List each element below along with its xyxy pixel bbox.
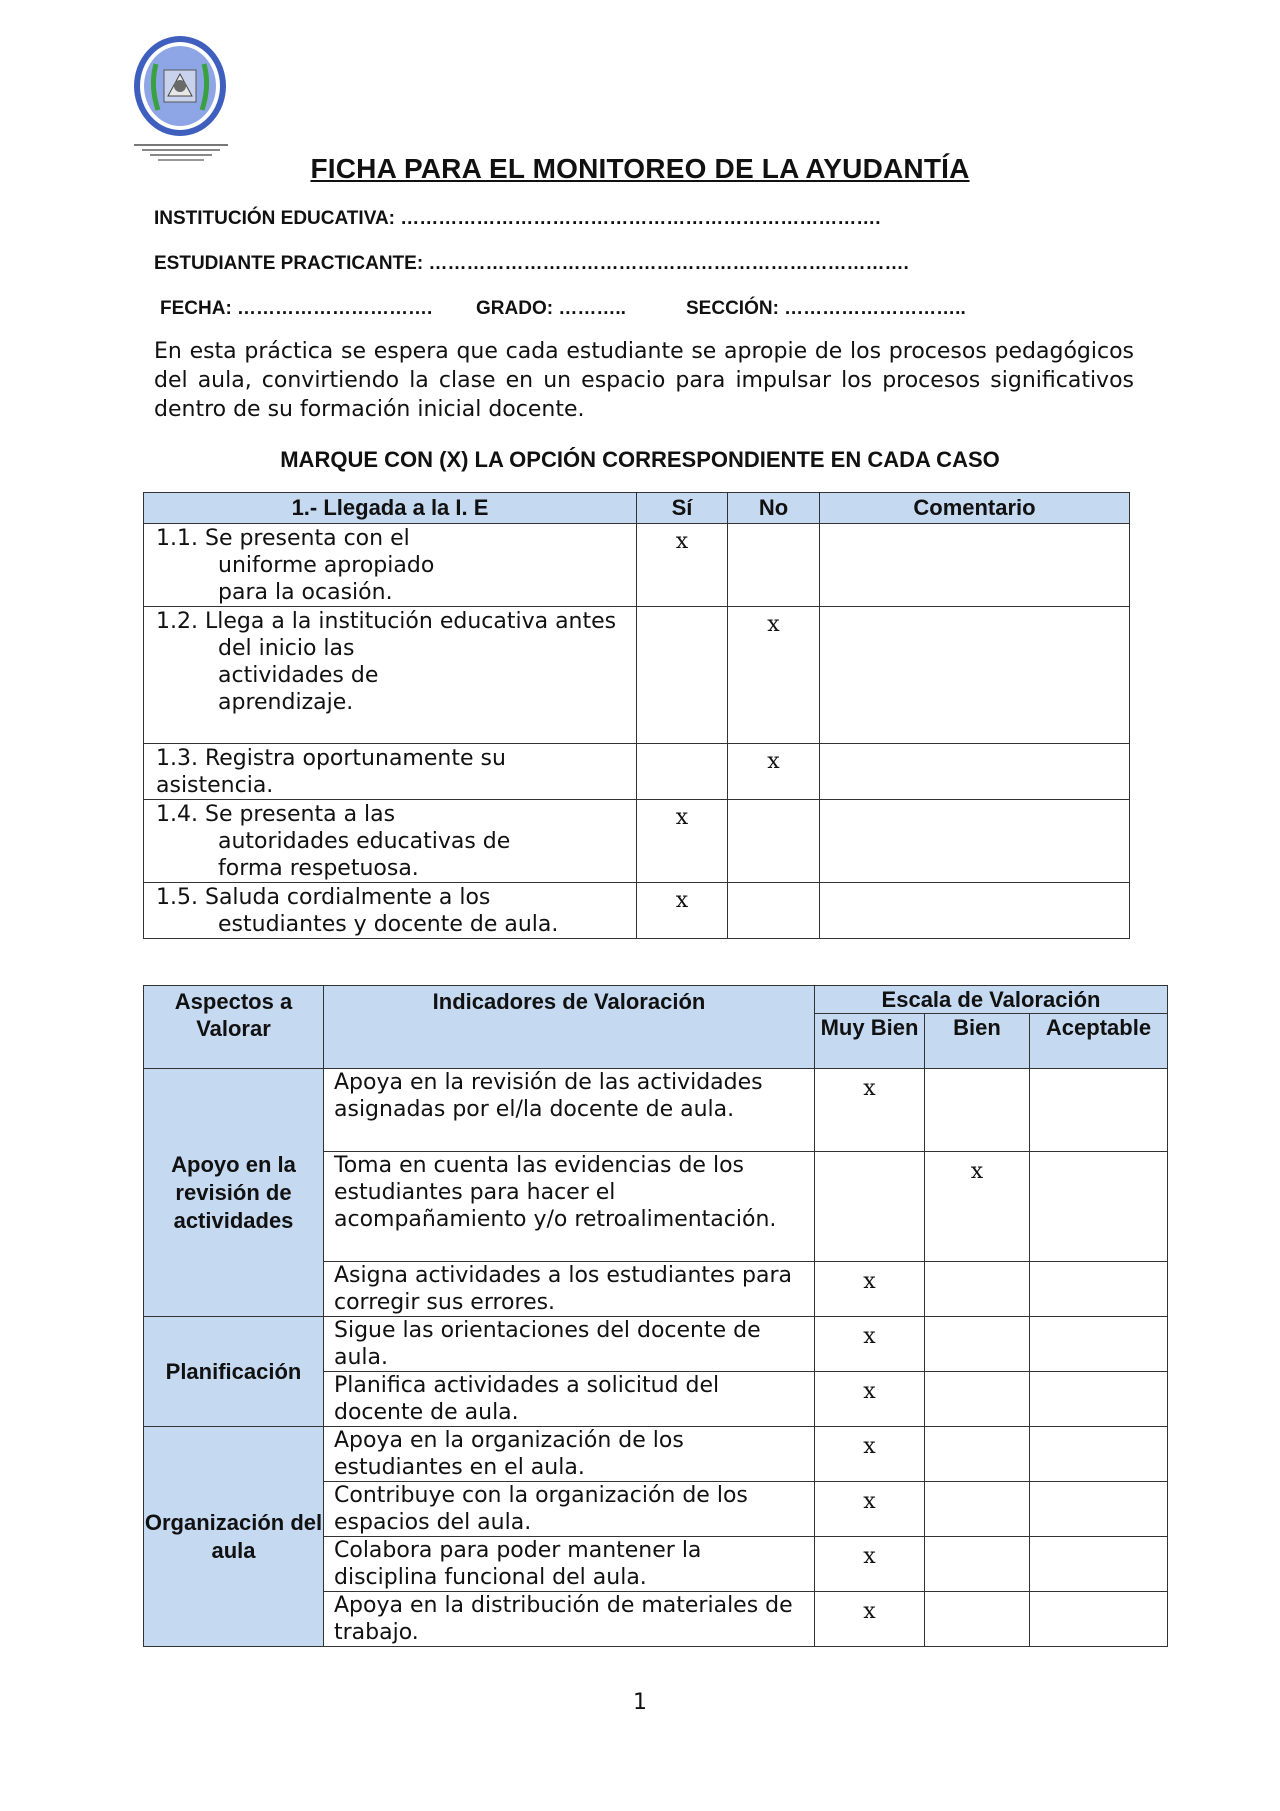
institution-logo [128, 34, 234, 170]
no-checkbox-cell[interactable] [728, 524, 820, 607]
bien-checkbox-cell[interactable] [925, 1069, 1030, 1152]
question-text: del inicio las [218, 636, 355, 661]
question-text: autoridades educativas de [218, 829, 511, 854]
question-cell [144, 744, 637, 800]
table-header-row [144, 493, 1130, 524]
indicator-text: Planifica actividades a solicitud del docente de aula. [324, 1372, 815, 1427]
bien-checkbox-cell[interactable] [925, 1372, 1030, 1427]
no-checkbox-cell[interactable]: x [728, 607, 820, 744]
question-text: Se presenta a las [197, 802, 396, 827]
si-checkbox-cell[interactable]: x [637, 800, 728, 883]
si-checkbox-cell[interactable] [637, 744, 728, 800]
header-bien: Bien [925, 1014, 1030, 1069]
estudiante-field: ESTUDIANTE PRACTICANTE: …………………………………………………………………. [154, 253, 909, 274]
header-no: No [728, 493, 820, 524]
llegada-table [143, 492, 1130, 939]
valoracion-table [143, 985, 1168, 1647]
indicator-text: Toma en cuenta las evidencias de los estudiantes para hacer el acompañamiento y/o retroalimentación. [324, 1152, 815, 1262]
question-number: 1.1. [156, 526, 198, 551]
aceptable-checkbox-cell[interactable] [1030, 1537, 1168, 1592]
comentario-cell[interactable] [820, 883, 1130, 939]
question-text: Llega a la institución educativa antes [197, 609, 617, 634]
no-checkbox-cell[interactable]: x [728, 744, 820, 800]
table-row [144, 883, 1130, 939]
question-text: Registra oportunamente su asistencia. [156, 746, 506, 798]
question-text: Se presenta con el [197, 526, 410, 551]
muy-bien-checkbox-cell[interactable] [815, 1152, 925, 1262]
question-text: forma respetuosa. [218, 856, 419, 881]
no-checkbox-cell[interactable] [728, 883, 820, 939]
muy-bien-checkbox-cell[interactable]: x [815, 1262, 925, 1317]
no-checkbox-cell[interactable] [728, 800, 820, 883]
instruction-heading: MARQUE CON (X) LA OPCIÓN CORRESPONDIENTE EN CADA CASO [280, 447, 1000, 472]
indicator-text: Colabora para poder mantener la disciplina funcional del aula. [324, 1537, 815, 1592]
table-row [144, 524, 1130, 607]
header-aceptable: Aceptable [1030, 1014, 1168, 1069]
institucion-field: INSTITUCIÓN EDUCATIVA: …………………………………………………………………. [154, 208, 881, 229]
aceptable-checkbox-cell[interactable] [1030, 1372, 1168, 1427]
intro-paragraph: En esta práctica se espera que cada estudiante se apropie de los procesos pedagógicos del aula, convirtiendo la clase en un espacio para impulsar los procesos significativos dentro de su formación inicial docente. [154, 339, 1134, 422]
bien-checkbox-cell[interactable] [925, 1592, 1030, 1647]
page-title: FICHA PARA EL MONITOREO DE LA AYUDANTÍA [310, 153, 970, 184]
si-checkbox-cell[interactable]: x [637, 883, 728, 939]
indicator-text: Apoya en la distribución de materiales de trabajo. [324, 1592, 815, 1647]
question-cell [144, 524, 637, 607]
table-header-row [144, 986, 1168, 1014]
header-muy-bien: Muy Bien [815, 1014, 925, 1069]
indicator-text: Sigue las orientaciones del docente de aula. [324, 1317, 815, 1372]
comentario-cell[interactable] [820, 744, 1130, 800]
table-row [144, 607, 1130, 744]
table-row [144, 744, 1130, 800]
bien-checkbox-cell[interactable]: x [925, 1152, 1030, 1262]
grado-field: GRADO: ……….. [476, 298, 626, 319]
aceptable-checkbox-cell[interactable] [1030, 1152, 1168, 1262]
question-text: Saluda cordialmente a los [197, 885, 491, 910]
fecha-field: FECHA: …………………………. [160, 298, 433, 319]
si-checkbox-cell[interactable] [637, 607, 728, 744]
comentario-cell[interactable] [820, 800, 1130, 883]
indicator-text: Contribuye con la organización de los espacios del aula. [324, 1482, 815, 1537]
question-text: estudiantes y docente de aula. [218, 912, 559, 937]
header-escala: Escala de Valoración [815, 986, 1168, 1014]
question-text: actividades de [218, 663, 379, 688]
bien-checkbox-cell[interactable] [925, 1482, 1030, 1537]
table-row [144, 800, 1130, 883]
question-text: para la ocasión. [218, 580, 393, 605]
question-number: 1.3. [156, 746, 198, 771]
muy-bien-checkbox-cell[interactable]: x [815, 1592, 925, 1647]
header-llegada: 1.- Llegada a la I. E [144, 493, 637, 524]
header-aspectos: Aspectos a Valorar [144, 986, 324, 1069]
table-row [144, 1427, 1168, 1482]
table-row [144, 1069, 1168, 1152]
page-number: 1 [633, 1690, 647, 1715]
header-indicadores: Indicadores de Valoración [324, 986, 815, 1069]
si-checkbox-cell[interactable]: x [637, 524, 728, 607]
table-row [144, 1317, 1168, 1372]
indicator-text: Asigna actividades a los estudiantes para corregir sus errores. [324, 1262, 815, 1317]
muy-bien-checkbox-cell[interactable]: x [815, 1069, 925, 1152]
aceptable-checkbox-cell[interactable] [1030, 1427, 1168, 1482]
question-number: 1.5. [156, 885, 198, 910]
aspect-organizacion-aula: Organización del aula [144, 1427, 324, 1647]
comentario-cell[interactable] [820, 524, 1130, 607]
bien-checkbox-cell[interactable] [925, 1262, 1030, 1317]
seal-icon [128, 34, 234, 170]
aceptable-checkbox-cell[interactable] [1030, 1592, 1168, 1647]
question-text: uniforme apropiado [218, 553, 435, 578]
aceptable-checkbox-cell[interactable] [1030, 1482, 1168, 1537]
aceptable-checkbox-cell[interactable] [1030, 1317, 1168, 1372]
muy-bien-checkbox-cell[interactable]: x [815, 1427, 925, 1482]
question-cell [144, 607, 637, 744]
muy-bien-checkbox-cell[interactable]: x [815, 1482, 925, 1537]
indicator-text: Apoya en la organización de los estudiantes en el aula. [324, 1427, 815, 1482]
question-cell [144, 883, 637, 939]
seccion-field: SECCIÓN: ……………………….. [686, 298, 966, 319]
muy-bien-checkbox-cell[interactable]: x [815, 1317, 925, 1372]
aceptable-checkbox-cell[interactable] [1030, 1069, 1168, 1152]
muy-bien-checkbox-cell[interactable]: x [815, 1372, 925, 1427]
question-cell [144, 800, 637, 883]
aspect-apoyo-revision: Apoyo en la revisión de actividades [144, 1069, 324, 1317]
question-text: aprendizaje. [218, 690, 354, 715]
aspect-planificacion: Planificación [144, 1317, 324, 1427]
muy-bien-checkbox-cell[interactable]: x [815, 1537, 925, 1592]
aceptable-checkbox-cell[interactable] [1030, 1262, 1168, 1317]
header-comentario: Comentario [820, 493, 1130, 524]
bien-checkbox-cell[interactable] [925, 1427, 1030, 1482]
bien-checkbox-cell[interactable] [925, 1537, 1030, 1592]
question-number: 1.2. [156, 609, 198, 634]
bien-checkbox-cell[interactable] [925, 1317, 1030, 1372]
indicator-text: Apoya en la revisión de las actividades asignadas por el/la docente de aula. [324, 1069, 815, 1152]
comentario-cell[interactable] [820, 607, 1130, 744]
question-number: 1.4. [156, 802, 198, 827]
header-si: Sí [637, 493, 728, 524]
